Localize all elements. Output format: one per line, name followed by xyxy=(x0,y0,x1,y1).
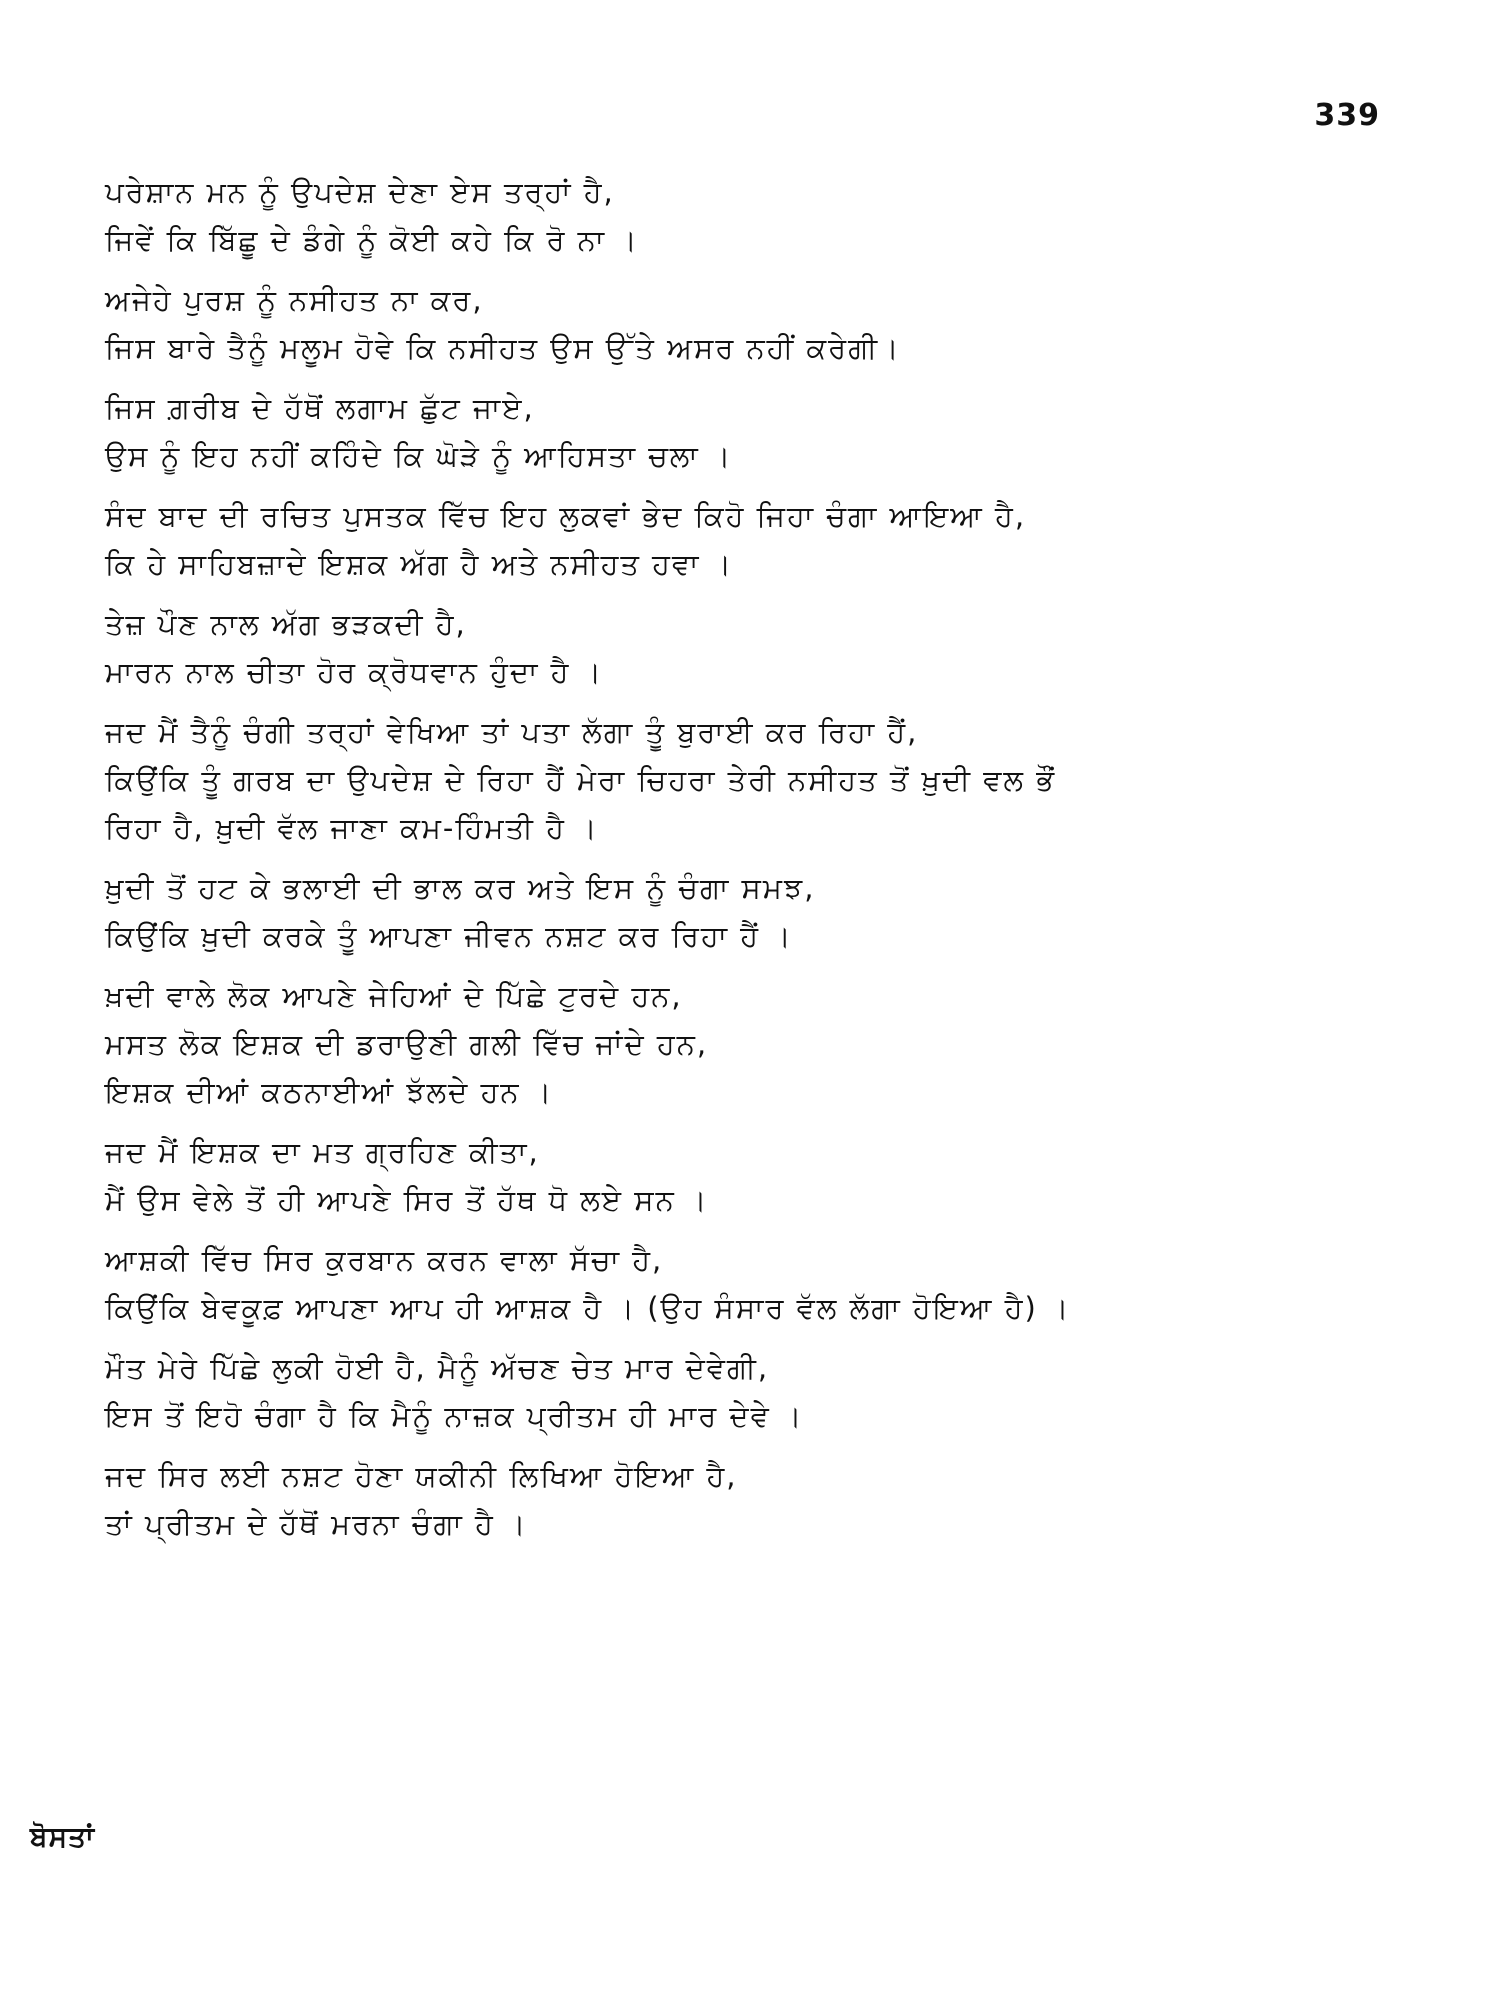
verse-line: ਜਿਵੇਂ ਕਿ ਬਿੱਛੂ ਦੇ ਡੰਗੇ ਨੂੰ ਕੋਈ ਕਹੇ ਕਿ ਰੋ ਨਾ । xyxy=(105,223,639,257)
verse-line: ਸੰਦ ਬਾਦ ਦੀ ਰਚਿਤ ਪੁਸਤਕ ਵਿੱਚ ਇਹ ਲੁਕਵਾਂ ਭੇਦ ਕਿਹੋ ਜਿਹਾ ਚੰਗਾ ਆਇਆ ਹੈ, xyxy=(105,499,1027,533)
verse-line: ਖ਼ਦੀ ਵਾਲੇ ਲੋਕ ਆਪਣੇ ਜੇਹਿਆਂ ਦੇ ਪਿੱਛੇ ਟੁਰਦੇ ਹਨ, xyxy=(105,979,683,1013)
stanza xyxy=(105,384,1365,480)
stanza xyxy=(105,1128,1365,1224)
verse-line: ਮਸਤ ਲੋਕ ਇਸ਼ਕ ਦੀ ਡਰਾਉਣੀ ਗਲੀ ਵਿੱਚ ਜਾਂਦੇ ਹਨ, xyxy=(105,1027,709,1061)
verse-line: ਇਸ ਤੋਂ ਇਹੋ ਚੰਗਾ ਹੈ ਕਿ ਮੈਨੂੰ ਨਾਜ਼ਕ ਪ੍ਰੀਤਮ ਹੀ ਮਾਰ ਦੇਵੇ । xyxy=(105,1399,804,1433)
page-number: 339 xyxy=(1314,98,1380,133)
poem-body xyxy=(105,168,1365,1560)
verse-line: ਮੈਂ ਉਸ ਵੇਲੇ ਤੋਂ ਹੀ ਆਪਣੇ ਸਿਰ ਤੋਂ ਹੱਥ ਧੋ ਲਏ ਸਨ । xyxy=(105,1183,709,1217)
stanza xyxy=(105,1236,1365,1332)
verse-line: ਤੇਜ਼ ਪੌਣ ਨਾਲ ਅੱਗ ਭੜਕਦੀ ਹੈ, xyxy=(105,607,467,641)
verse-line: ਮੌਤ ਮੇਰੇ ਪਿੱਛੇ ਲੁਕੀ ਹੋਈ ਹੈ, ਮੈਨੂੰ ਅੱਚਣ ਚੇਤ ਮਾਰ ਦੇਵੇਗੀ, xyxy=(105,1351,770,1385)
stanza xyxy=(105,1344,1365,1440)
stanza xyxy=(105,600,1365,696)
verse-line: ਆਸ਼ਕੀ ਵਿੱਚ ਸਿਰ ਕੁਰਬਾਨ ਕਰਨ ਵਾਲਾ ਸੱਚਾ ਹੈ, xyxy=(105,1243,664,1277)
stanza xyxy=(105,1452,1365,1548)
verse-line: ਕਿਉਂਕਿ ਖ਼ੁਦੀ ਕਰਕੇ ਤੂੰ ਆਪਣਾ ਜੀਵਨ ਨਸ਼ਟ ਕਰ ਰਿਹਾ ਹੈਂ । xyxy=(105,919,793,953)
footer-book-title: ਬੋਸਤਾਂ xyxy=(30,1820,95,1853)
stanza xyxy=(105,708,1365,852)
verse-line: ਕਿ ਹੇ ਸਾਹਿਬਜ਼ਾਦੇ ਇਸ਼ਕ ਅੱਗ ਹੈ ਅਤੇ ਨਸੀਹਤ ਹਵਾ । xyxy=(105,547,734,581)
verse-line: ਜਦ ਸਿਰ ਲਈ ਨਸ਼ਟ ਹੋਣਾ ਯਕੀਨੀ ਲਿਖਿਆ ਹੋਇਆ ਹੈ, xyxy=(105,1459,738,1493)
stanza xyxy=(105,492,1365,588)
verse-line: ਮਾਰਨ ਨਾਲ ਚੀਤਾ ਹੋਰ ਕ੍ਰੋਧਵਾਨ ਹੁੰਦਾ ਹੈ । xyxy=(105,655,604,689)
verse-line: ਅਜੇਹੇ ਪੁਰਸ਼ ਨੂੰ ਨਸੀਹਤ ਨਾ ਕਰ, xyxy=(105,283,484,317)
verse-line: ਤਾਂ ਪ੍ਰੀਤਮ ਦੇ ਹੱਥੋਂ ਮਰਨਾ ਚੰਗਾ ਹੈ । xyxy=(105,1507,528,1541)
verse-line: ਇਸ਼ਕ ਦੀਆਂ ਕਠਨਾਈਆਂ ਝੱਲਦੇ ਹਨ । xyxy=(105,1075,554,1109)
verse-line: ਜਦ ਮੈਂ ਇਸ਼ਕ ਦਾ ਮਤ ਗ੍ਰਹਿਣ ਕੀਤਾ, xyxy=(105,1135,540,1169)
verse-line: ਕਿਉਂਕਿ ਤੂੰ ਗਰਬ ਦਾ ਉਪਦੇਸ਼ ਦੇ ਰਿਹਾ ਹੈਂ ਮੇਰਾ ਚਿਹਰਾ ਤੇਰੀ ਨਸੀਹਤ ਤੋਂ ਖ਼ੁਦੀ ਵਲ ਭੌਂ xyxy=(105,763,1056,797)
verse-line: ਖ਼ੁਦੀ ਤੋਂ ਹਟ ਕੇ ਭਲਾਈ ਦੀ ਭਾਲ ਕਰ ਅਤੇ ਇਸ ਨੂੰ ਚੰਗਾ ਸਮਝ, xyxy=(105,871,816,905)
verse-line: ਉਸ ਨੂੰ ਇਹ ਨਹੀਂ ਕਹਿੰਦੇ ਕਿ ਘੋੜੇ ਨੂੰ ਆਹਿਸਤਾ ਚਲਾ । xyxy=(105,439,733,473)
stanza xyxy=(105,276,1365,372)
verse-line: ਕਿਉਂਕਿ ਬੇਵਕੂਫ਼ ਆਪਣਾ ਆਪ ਹੀ ਆਸ਼ਕ ਹੈ । (ਉਹ ਸੰਸਾਰ ਵੱਲ ਲੱਗਾ ਹੋਇਆ ਹੈ) । xyxy=(105,1291,1071,1325)
verse-line: ਜਿਸ ਗ਼ਰੀਬ ਦੇ ਹੱਥੋਂ ਲਗਾਮ ਛੁੱਟ ਜਾਏ, xyxy=(105,391,535,425)
verse-line: ਪਰੇਸ਼ਾਨ ਮਨ ਨੂੰ ਉਪਦੇਸ਼ ਦੇਣਾ ਏਸ ਤਰ੍ਹਾਂ ਹੈ, xyxy=(105,175,615,209)
verse-line: ਜਦ ਮੈਂ ਤੈਨੂੰ ਚੰਗੀ ਤਰ੍ਹਾਂ ਵੇਖਿਆ ਤਾਂ ਪਤਾ ਲੱਗਾ ਤੂੰ ਬੁਰਾਈ ਕਰ ਰਿਹਾ ਹੈਂ, xyxy=(105,715,919,749)
stanza xyxy=(105,168,1365,264)
verse-line: ਜਿਸ ਬਾਰੇ ਤੈਨੂੰ ਮਲੂਮ ਹੋਵੇ ਕਿ ਨਸੀਹਤ ਉਸ ਉੱਤੇ ਅਸਰ ਨਹੀਂ ਕਰੇਗੀ। xyxy=(105,331,901,365)
verse-line: ਰਿਹਾ ਹੈ, ਖ਼ੁਦੀ ਵੱਲ ਜਾਣਾ ਕਮ-ਹਿੰਮਤੀ ਹੈ । xyxy=(105,811,599,845)
stanza xyxy=(105,864,1365,960)
stanza xyxy=(105,972,1365,1116)
